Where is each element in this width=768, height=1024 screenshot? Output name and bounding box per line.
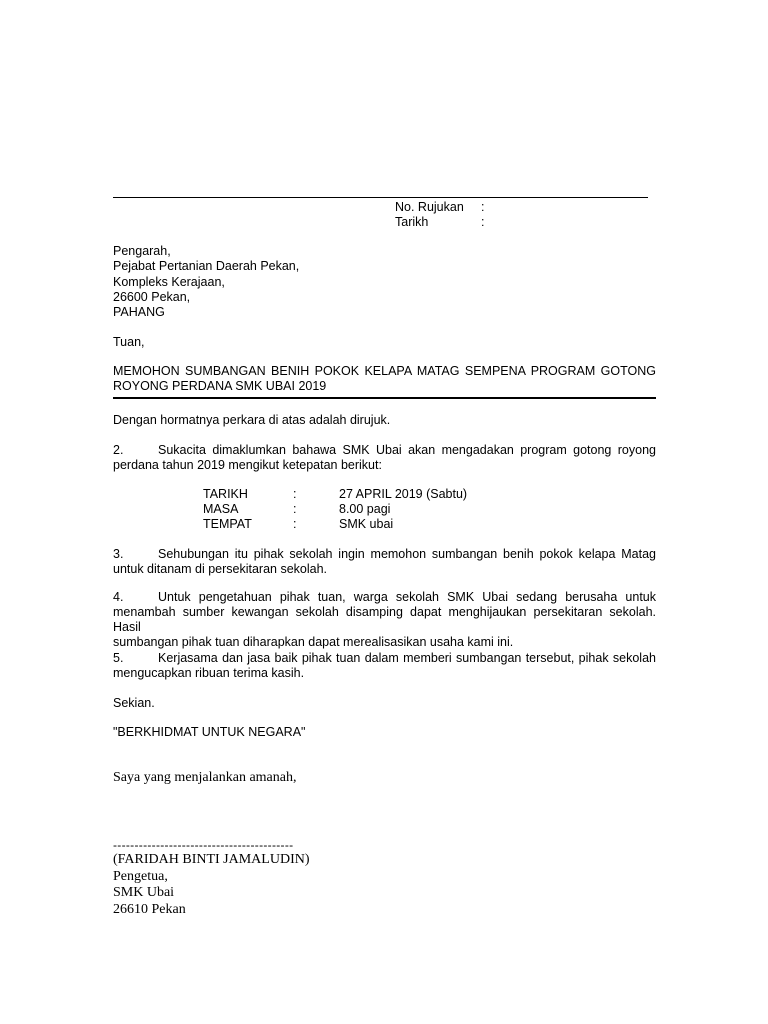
paragraph-number: 3. (113, 547, 124, 561)
paragraph-3 (113, 547, 656, 577)
paragraph-number: 4. (113, 590, 124, 604)
trust-line: Saya yang menjalankan amanah, (113, 770, 297, 785)
paragraph-4-line-2: menambah sumber kewangan sekolah disamping dapat menghijaukan persekitaran sekolah. Hasil (113, 605, 656, 634)
paragraph-5 (113, 651, 656, 681)
subject-line-2: ROYONG PERDANA SMK UBAI 2019 (113, 379, 327, 393)
reference-separator: : (481, 200, 485, 214)
paragraph-4 (113, 590, 656, 650)
paragraph-5-line-1: Kerjasama dan jasa baik pihak tuan dalam memberi sumbangan tersebut, pihak sekolah (158, 651, 656, 665)
signature-line: ------------------------------------------ (113, 838, 294, 852)
signatory-name: (FARIDAH BINTI JAMALUDIN) (113, 852, 310, 867)
signatory-address: 26610 Pekan (113, 902, 186, 917)
detail-value-tempat: SMK ubai (339, 517, 394, 531)
date-separator: : (481, 215, 485, 229)
subject-underline (113, 397, 656, 399)
detail-separator: : (293, 502, 297, 516)
paragraph-2 (113, 443, 656, 473)
recipient-line: Kompleks Kerajaan, (113, 275, 225, 289)
paragraph-number: 2. (113, 443, 124, 457)
paragraph-number: 5. (113, 651, 124, 665)
detail-value-tarikh: 27 APRIL 2019 (Sabtu) (339, 487, 468, 501)
recipient-line: 26600 Pekan, (113, 290, 191, 304)
signatory-school: SMK Ubai (113, 885, 175, 900)
paragraph-3-line-1: Sehubungan itu pihak sekolah ingin memohon sumbangan benih pokok kelapa Matag (158, 547, 656, 561)
detail-label-masa: MASA (203, 502, 239, 516)
detail-label-tarikh: TARIKH (203, 487, 248, 501)
subject (113, 364, 656, 394)
header-top-rule (113, 197, 648, 198)
detail-label-tempat: TEMPAT (203, 517, 252, 531)
detail-separator: : (293, 517, 297, 531)
motto: "BERKHIDMAT UNTUK NEGARA" (113, 725, 306, 739)
salutation: Tuan, (113, 335, 145, 349)
date-label: Tarikh (395, 215, 429, 229)
detail-value-masa: 8.00 pagi (339, 502, 391, 516)
detail-separator: : (293, 487, 297, 501)
reference-label: No. Rujukan (395, 200, 464, 214)
subject-line-1: MEMOHON SUMBANGAN BENIH POKOK KELAPA MATAG SEMPENA PROGRAM GOTONG (113, 364, 656, 378)
closing: Sekian. (113, 696, 155, 710)
paragraph-4-line-3: sumbangan pihak tuan diharapkan dapat merealisasikan usaha kami ini. (113, 635, 514, 649)
recipient-line: Pejabat Pertanian Daerah Pekan, (113, 259, 300, 273)
paragraph-2-line-1: Sukacita dimaklumkan bahawa SMK Ubai akan mengadakan program gotong royong (158, 443, 656, 457)
paragraph-3-line-2: untuk ditanam di persekitaran sekolah. (113, 562, 328, 576)
opening-line: Dengan hormatnya perkara di atas adalah dirujuk. (113, 413, 391, 427)
recipient-line: Pengarah, (113, 244, 171, 258)
paragraph-5-line-2: mengucapkan ribuan terima kasih. (113, 666, 305, 680)
signatory-title: Pengetua, (113, 869, 168, 884)
recipient-line: PAHANG (113, 305, 165, 319)
paragraph-4-line-1: Untuk pengetahuan pihak tuan, warga sekolah SMK Ubai sedang berusaha untuk (158, 590, 656, 604)
paragraph-2-line-2: perdana tahun 2019 mengikut ketepatan berikut: (113, 458, 382, 472)
